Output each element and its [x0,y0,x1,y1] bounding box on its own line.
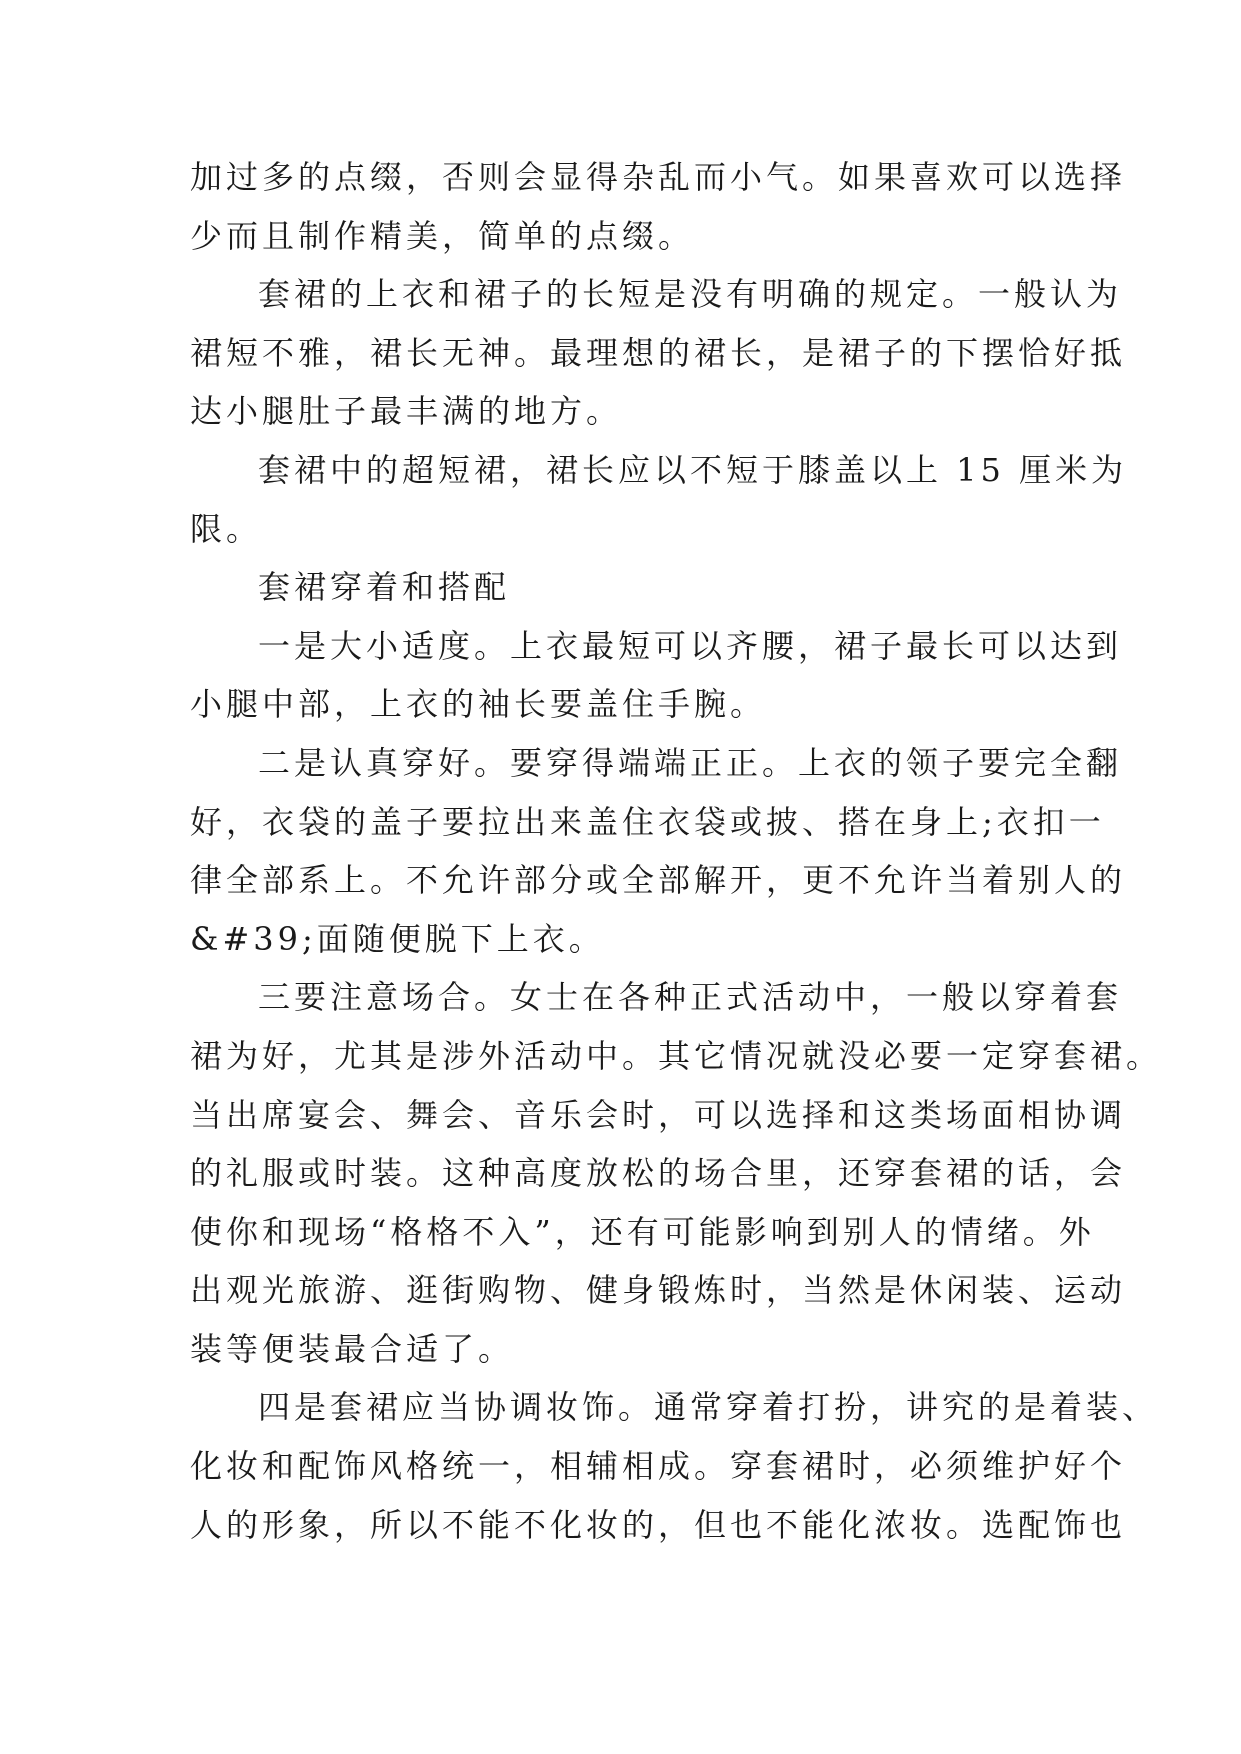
text-line: 好，衣袋的盖子要拉出来盖住衣袋或披、搭在身上;衣扣一 [190,802,1105,841]
section-heading: 套裙穿着和搭配 [258,568,511,607]
text-line: 达小腿肚子最丰满的地方。 [190,392,623,431]
text-line: 裙为好，尤其是涉外活动中。其它情况就没必要一定穿套裙。 [190,1036,1163,1075]
text-line: 二是认真穿好。要穿得端端正正。上衣的领子要完全翻 [258,743,1123,782]
text-line: 装等便装最合适了。 [190,1329,515,1368]
text-line: 少而且制作精美，简单的点缀。 [190,216,695,255]
text-line: 化妆和配饰风格统一，相辅相成。穿套裙时，必须维护好个 [190,1447,1127,1486]
text-line: 加过多的点缀，否则会显得杂乱而小气。如果喜欢可以选择 [190,158,1127,196]
text-line: 套裙中的超短裙，裙长应以不短于膝盖以上 15 厘米为 [258,450,1128,489]
text-line: 限。 [190,509,263,548]
text-line: 一是大小适度。上衣最短可以齐腰，裙子最长可以达到 [258,626,1123,665]
document-page [190,148,1163,1554]
text-line: 使你和现场“格格不入”，还有可能影响到别人的情绪。外 [190,1212,1095,1251]
text-line: 律全部系上。不允许部分或全部解开，更不允许当着别人的 [190,861,1127,900]
text-line: 套裙的上衣和裙子的长短是没有明确的规定。一般认为 [258,275,1123,314]
text-line: 小腿中部，上衣的袖长要盖住手腕。 [190,685,767,724]
text-line: 三要注意场合。女士在各种正式活动中，一般以穿着套 [258,978,1123,1017]
text-line: 出观光旅游、逛街购物、健身锻炼时，当然是休闲装、运动 [190,1271,1127,1310]
text-line: 人的形象，所以不能不化妆的，但也不能化浓妆。选配饰也 [190,1505,1127,1544]
text-line: 当出席宴会、舞会、音乐会时，可以选择和这类场面相协调 [190,1095,1127,1134]
text-line: 的礼服或时装。这种高度放松的场合里，还穿套裙的话，会 [190,1154,1127,1193]
text-line: 裙短不雅，裙长无神。最理想的裙长，是裙子的下摆恰好抵 [190,333,1127,372]
text-line: &#39;面随便脱下上衣。 [190,919,605,958]
text-line: 四是套裙应当协调妆饰。通常穿着打扮，讲究的是着装、 [258,1388,1159,1427]
